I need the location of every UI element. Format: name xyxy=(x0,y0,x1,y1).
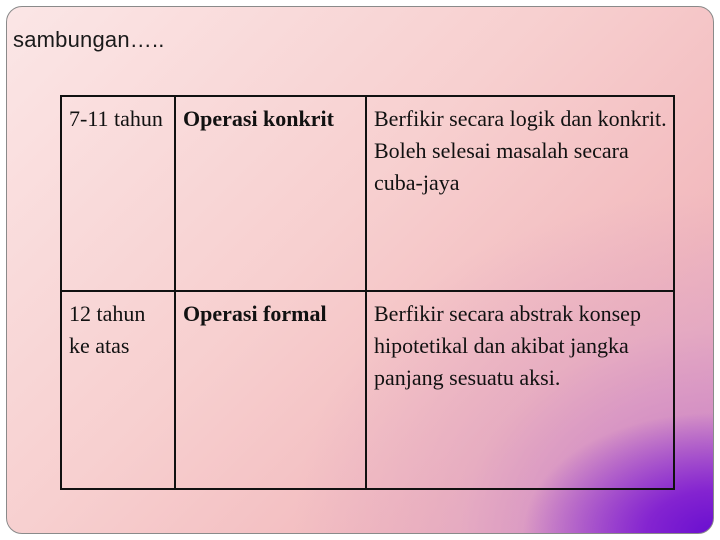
table-row xyxy=(61,96,674,291)
age-cell: 7-11 tahun xyxy=(61,96,175,291)
stage-cell: Operasi formal xyxy=(175,291,366,489)
slide-frame xyxy=(6,6,714,534)
table-row xyxy=(61,291,674,489)
description-cell: Berfikir secara logik dan konkrit. Boleh selesai masalah secara cuba-jaya xyxy=(366,96,674,291)
age-cell: 12 tahun ke atas xyxy=(61,291,175,489)
slide-title: sambungan….. xyxy=(13,27,165,52)
description-cell: Berfikir secara abstrak konsep hipotetikal dan akibat jangka panjang sesuatu aksi. xyxy=(366,291,674,489)
stage-cell: Operasi konkrit xyxy=(175,96,366,291)
stage-table xyxy=(60,95,675,490)
